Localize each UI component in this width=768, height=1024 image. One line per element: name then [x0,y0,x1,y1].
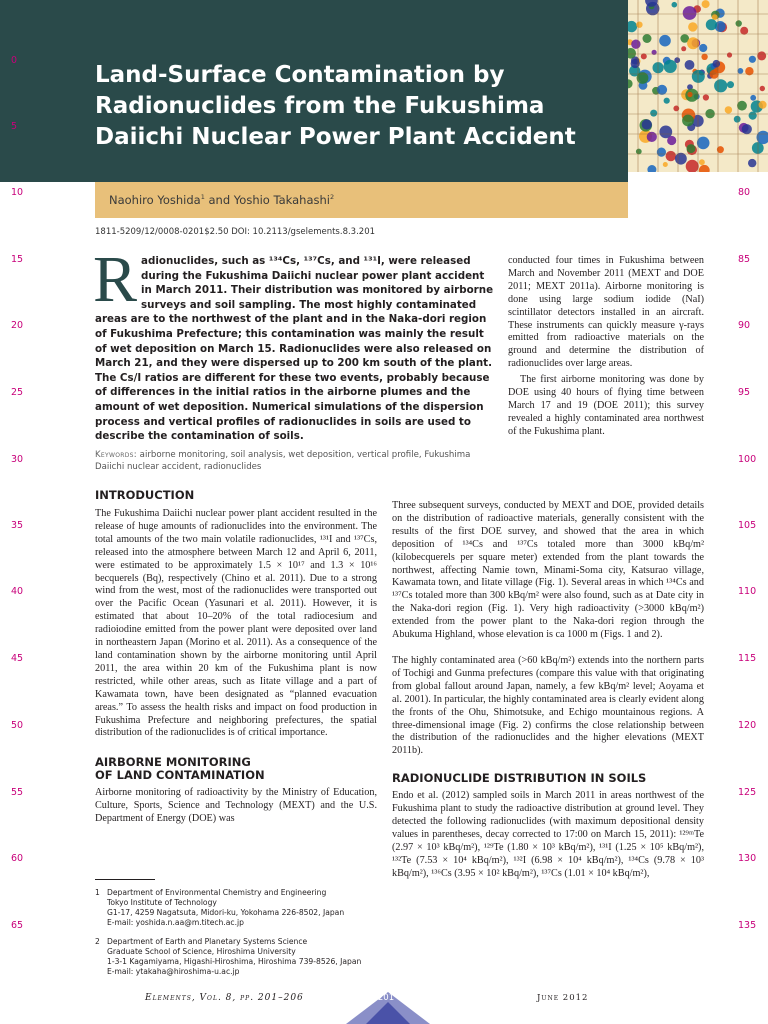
article-title [95,60,615,153]
mosaic-dot [675,153,687,165]
line-number: 20 [11,320,24,331]
mosaic-dot [727,52,732,57]
line-number: 15 [11,254,24,265]
mosaic-dot [749,112,757,120]
mosaic-dot [750,95,756,101]
cover-mosaic-image [628,0,768,172]
mosaic-dot [672,2,678,8]
mosaic-dot [727,81,734,88]
mosaic-dot [688,22,697,31]
title-line-2: Radionuclides from the Fukushima [95,93,545,119]
line-number: 35 [11,520,24,531]
mosaic-dot [712,14,718,20]
mosaic-dot [760,86,765,91]
heading-line: OF LAND CONTAMINATION [95,768,265,783]
keywords-text: airborne monitoring, soil analysis, wet deposition, vertical profile, Fukushima Daiichi nuclear accident, radionuclides [95,450,471,472]
line-number: 115 [738,653,757,664]
mosaic-dot [641,53,647,59]
line-number: 135 [738,920,757,931]
mosaic-dot [714,79,727,92]
mosaic-dot [650,110,657,117]
mosaic-dot [673,106,679,112]
right-column-top [508,255,704,439]
mosaic-dot [742,124,752,134]
affiliation-email: E-mail: ytakaha@hiroshima-u.ac.jp [107,967,240,976]
line-number: 90 [738,320,751,331]
affiliation-line: Department of Earth and Planetary Systems Science [107,937,308,946]
affiliation-number: 1 [95,888,100,897]
line-number: 0 [11,55,18,66]
mosaic-dot [701,54,707,60]
mosaic-dot [683,6,697,20]
line-number: 45 [11,653,24,664]
line-number: 25 [11,387,24,398]
line-number: 65 [11,920,24,931]
line-number: 120 [738,720,757,731]
author-conjunction: and [204,193,234,207]
author-1: Naohiro Yoshida [109,193,201,207]
line-number: 50 [11,720,24,731]
mosaic-dot [759,101,767,109]
mosaic-dot [687,37,699,49]
mosaic-dot [713,60,721,68]
mosaic-dot [737,101,747,111]
mosaic-dot [666,151,676,161]
mosaic-dot [699,159,705,165]
affiliation-line: Department of Environmental Chemistry and Engineering [107,888,327,897]
line-number: 10 [11,187,24,198]
mosaic-dot [687,144,696,153]
affiliation-line: Tokyo Institute of Technology [107,898,217,907]
mosaic-dot [657,85,667,95]
affiliation-line: G1-17, 4259 Nagatsuta, Midori-ku, Yokohama 226-8502, Japan [107,908,345,917]
line-number: 95 [738,387,751,398]
mosaic-dot [748,159,756,167]
left-column [95,489,377,826]
footnote-rule [95,879,155,880]
mosaic-dot [681,46,686,51]
drop-cap: R [93,243,138,316]
line-number: 100 [738,454,757,465]
line-number: 60 [11,853,24,864]
mosaic-dot [706,19,717,30]
line-number: 125 [738,787,757,798]
mosaic-dot [736,20,742,26]
doi-line: 1811-5209/12/0008-0201$2.50 DOI: 10.2113/gselements.8.3.201 [95,227,376,237]
line-number: 105 [738,520,757,531]
mosaic-dot [685,60,695,70]
page-number: 201 [377,993,395,1003]
mosaic-dot [642,119,652,129]
mosaic-dot [757,51,766,60]
mosaic-dot [664,60,677,73]
line-number: 55 [11,787,24,798]
abstract-text: adionuclides, such as ¹³⁴Cs, ¹³⁷Cs, and ¹³¹I, were released during the Fukushima Daiichi nuclear power plant accident in March 2011. Their distribution was monitored by airborne surveys and soil sampling. The most highly contaminated areas are to the northwest of the plant and in the Naka-dori region of Fukushima Prefecture; this contamination was mainly the result of wet deposition on March 15. Radionuclides were also released on March 21, and they were dispersed up to 200 km south of the plant. The Cs/I ratios are different for these two events, probably because of differences in the initial ratios in the airborne plumes and the amount of wet deposition. Numerical simulations of the dispersion process and vertical profiles of radionuclides in soils are used to describe the contamination of soils. [95,255,494,443]
mosaic-dot [667,136,676,145]
keywords [95,449,495,473]
paragraph: conducted four times in Fukushima between March and November 2011 (MEXT and DOE 2011; MEXT 2011a). Airborne monitoring is done using large sodium iodide (NaI) scintillator detectors installed in an aircraft. These instruments can quickly measure γ-rays emitted from radioactive materials on the ground and determine the distribution of radionuclides over large areas. [508,255,704,370]
line-number: 30 [11,454,24,465]
line-number: 130 [738,853,757,864]
mosaic-dot [699,44,707,52]
mosaic-dot [697,137,710,150]
mosaic-dot [725,106,732,113]
affiliation-email: E-mail: yoshida.n.aa@m.titech.ac.jp [107,918,244,927]
paragraph: Endo et al. (2012) sampled soils in March 2011 in areas northwest of the Fukushima plant to study the radioactive distribution at ground level. They detected the following radionuclides (with maximum depositional density values in parentheses, decay corrected to 17:00 on March 15, 2011): ¹²⁹ᵐTe (2.97 × 10³ kBq/m²), ¹²⁹Te (1.80 × 10³ kBq/m²), ¹³¹I (1.25 × 10⁵ kBq/m²), ¹³²Te (7.53 × 10⁴ kBq/m²), ¹³²I (6.98 × 10⁴ kBq/m²), ¹³⁴Cs (9.78 × 10³ kBq/m²), ¹³⁶Cs (3.95 × 10² kBq/m²), ¹³⁷Cs (1.01 × 10⁴ kBq/m²), [392,790,704,879]
mosaic-dot [749,56,756,63]
paragraph: The Fukushima Daiichi nuclear power plant accident resulted in the release of huge amounts of radionuclides into the environment. The total amounts of the two main volatile radionuclides, ¹³¹I and ¹³⁷Cs, released into the atmosphere between March 12 and April 6, 2011, were estimated to be approximately 1.5 × 10¹⁷ and 1.3 × 10¹⁶ becquerels (Bq), respectively (Chino et al. 2011). Due to a strong wind from the west, most of the radionuclides were transported out over the Pacific Ocean (Yasunari et al. 2011). However, it is estimated that about 10–20% of the total radiocesium and radioiodine emitted from the power plant were deposited over land in northeastern Japan (Morino et al. 2011). As a consequence of the land contamination shown by the airborne monitoring until April 2011, the area within 20 km of the Fukushima plant is now restricted, while other areas, such as Iitate village and a part of Kawamata town, have been designated as “planned evacuation areas.” To assess the health risks and impact on food production in Fukushima Prefecture and neighboring prefectures, the spatial distribution of the radionuclides is of critical importance. [95,508,377,739]
mosaic-dot [636,22,642,28]
author-bar [95,182,628,218]
line-number: 80 [738,187,751,198]
line-number: 5 [11,121,18,132]
keywords-label: Keywords: [95,450,137,460]
paragraph: The highly contaminated area (>60 kBq/m²) extends into the northern parts of Tochigi and Gunma prefectures (compare this value with that originating from global fallout around Japan, namely, a few kBq/m² level; Aoyama et al. 2001). In particular, the highly contaminated area is clearly evident along the fronts of the Ohu, Shimotsuke, and Echigo mountainous regions. A three-dimensional image (Fig. 2) confirms the close relationship between the distribution of the radionuclides and the higher elevations (MEXT 2011b). [392,654,704,757]
section-heading-introduction: INTRODUCTION [95,488,195,502]
mosaic-dot [659,35,671,47]
issue-date: June 2012 [537,993,589,1003]
mosaic-dot [734,116,741,123]
author-1-affiliation: 1 [200,193,205,202]
author-2: Yoshio Takahashi [233,193,330,207]
line-number: 40 [11,586,24,597]
mosaic-dot [647,132,657,142]
mosaic-dot [703,94,709,100]
heading-line: AIRBORNE MONITORING [95,755,251,770]
mosaic-dot [664,98,670,104]
mosaic-dot [631,40,640,49]
affiliation-2 [95,937,380,977]
paragraph: Three subsequent surveys, conducted by MEXT and DOE, provided details on the distribution of radioactive materials, generally consistent with the results of the first DOE survey, and showed that the area in which deposition of ¹³⁴Cs and ¹³⁷Cs totaled more than 3000 kBq/m² (kilobecquerels per square meter) extended from the plant towards the northwest, affecting Namie town, Minami-Soma city, Katsurao village, Kawamata town, and Iitate village (Fig. 1). Several areas in which ¹³⁴Cs and ¹³⁷Cs totaled more than 300 kBq/m² were also found, such as at Date city in the Naka-dori region (Fig. 1). Very high radioactivity (>3000 kBq/m²) extended from the power plant to the Naka-dori region through the Abukuma Highland, whose elevation is ca 1000 m (Figs. 1 and 2). [392,500,704,641]
section-heading-airborne [95,756,377,782]
title-line-3: Daiichi Nuclear Power Plant Accident [95,124,576,150]
author-2-affiliation: 2 [329,193,335,202]
mosaic-dot [687,92,692,97]
author-list [109,193,334,207]
paragraph: The first airborne monitoring was done by DOE using 40 hours of flying time between March 17 and 19 (DOE 2011); this survey revealed a highly contaminated area northwest of the Fukushima plant. [508,374,704,437]
title-line-1: Land-Surface Contamination by [95,62,505,88]
line-number: 85 [738,254,751,265]
line-number: 110 [738,586,757,597]
mosaic-dot [643,34,652,43]
journal-citation: Elements, Vol. 8, pp. 201–206 [145,993,304,1003]
mosaic-dot [738,68,744,74]
mosaic-dot [702,0,710,8]
right-column [392,500,704,881]
affiliation-1 [95,888,380,928]
mosaic-dot [740,27,748,35]
affiliation-line: Graduate School of Science, Hiroshima University [107,947,296,956]
mosaic-dot [636,149,642,155]
mosaic-dot [663,162,668,167]
affiliation-number: 2 [95,937,100,946]
section-heading-soils: RADIONUCLIDE DISTRIBUTION IN SOILS [392,771,647,786]
mosaic-dot [682,115,694,127]
paragraph: Airborne monitoring of radioactivity by the Ministry of Education, Culture, Sports, Science and Technology (MEXT) and the U.S. Department of Energy (DOE) was [95,787,377,825]
affiliation-line: 1-3-1 Kagamiyama, Higashi-Hiroshima, Hiroshima 739-8526, Japan [107,957,362,966]
abstract [93,243,495,444]
